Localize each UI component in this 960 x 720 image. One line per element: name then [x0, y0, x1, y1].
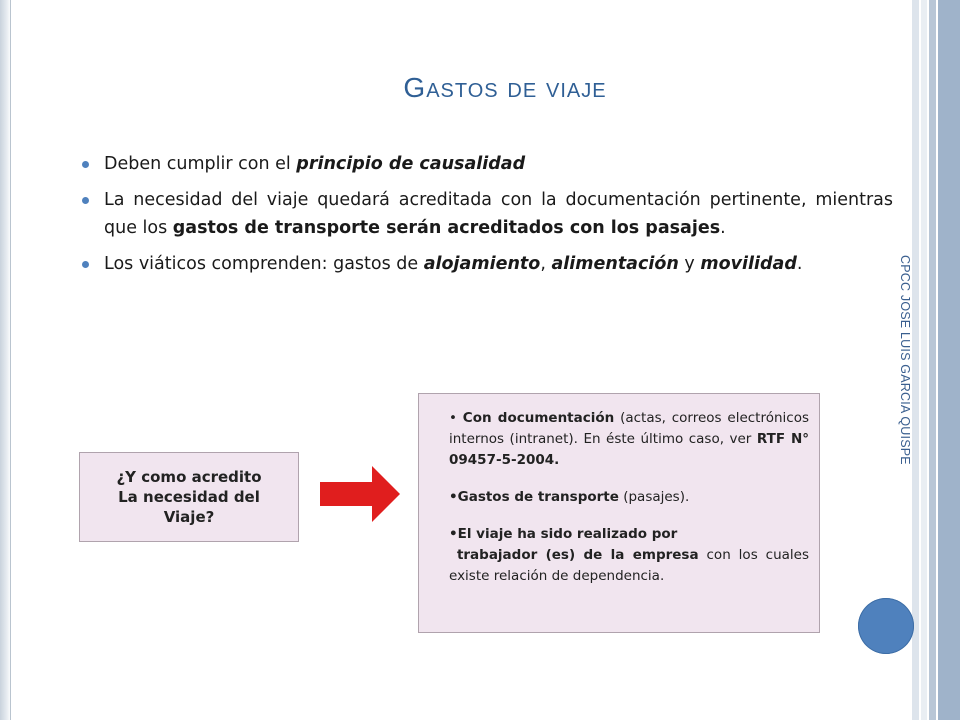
author-side-text: CPCC JOSE LUIS GARCIA QUISPE [898, 255, 912, 465]
info-paragraph [449, 487, 809, 508]
bullet-text: La necesidad del viaje quedará acreditada con la documentación pertinente, mientras que los [104, 190, 893, 238]
bullet-text: . [720, 218, 726, 238]
info-bold: •El viaje ha sido realizado por [449, 526, 678, 542]
bullet-text: . [796, 254, 803, 274]
info-paragraph [449, 408, 809, 471]
bullet-item [78, 150, 893, 178]
bullet-text: , [540, 254, 552, 274]
bullet-item [78, 186, 893, 242]
slide-left-edge [0, 0, 11, 720]
bullet-list [78, 150, 893, 286]
question-line: Viaje? [163, 508, 215, 526]
question-line: ¿Y como acredito [116, 468, 262, 486]
question-line: La necesidad del [118, 488, 260, 506]
info-paragraph [449, 545, 809, 587]
question-box [79, 452, 299, 542]
info-bold: Con documentación [462, 410, 615, 426]
bullet-dot-icon [82, 261, 89, 268]
slide-title: Gastos de viaje [403, 72, 607, 103]
bullet-dot-icon [82, 161, 89, 168]
bullet-text: Deben cumplir con el [104, 154, 297, 174]
decor-bar [938, 0, 960, 720]
info-bold: •Gastos de transporte [449, 489, 619, 505]
right-decorative-bars [912, 0, 960, 720]
bullet-emphasis: alimentación [551, 254, 679, 274]
bullet-item [78, 250, 893, 278]
decor-bar [921, 0, 927, 720]
bullet-emphasis: gastos de transporte serán acreditados con los pasajes [172, 218, 721, 238]
bullet-text: Los viáticos comprenden: gastos de [104, 254, 424, 274]
bullet-emphasis: movilidad [700, 254, 797, 274]
bullet-emphasis: alojamiento [423, 254, 541, 274]
info-bullet: • [449, 410, 463, 426]
info-paragraph [449, 524, 809, 545]
right-arrow-icon [320, 466, 400, 522]
info-text: con los cuales existe relación de dependencia. [449, 547, 810, 584]
bullet-emphasis: principio de causalidad [296, 154, 526, 174]
bullet-text: y [678, 254, 701, 274]
decor-bar [929, 0, 936, 720]
bullet-dot-icon [82, 197, 89, 204]
info-bold: trabajador (es) de la empresa [456, 547, 699, 563]
info-reference: RTF N° 09457-5-2004. [449, 431, 809, 468]
info-box [418, 393, 820, 633]
info-text: (pasajes). [618, 489, 690, 505]
decor-bar [912, 0, 919, 720]
decorative-circle [858, 598, 914, 654]
info-text: (actas, correos electrónicos internos (intranet). En éste último caso, ver [449, 410, 809, 447]
